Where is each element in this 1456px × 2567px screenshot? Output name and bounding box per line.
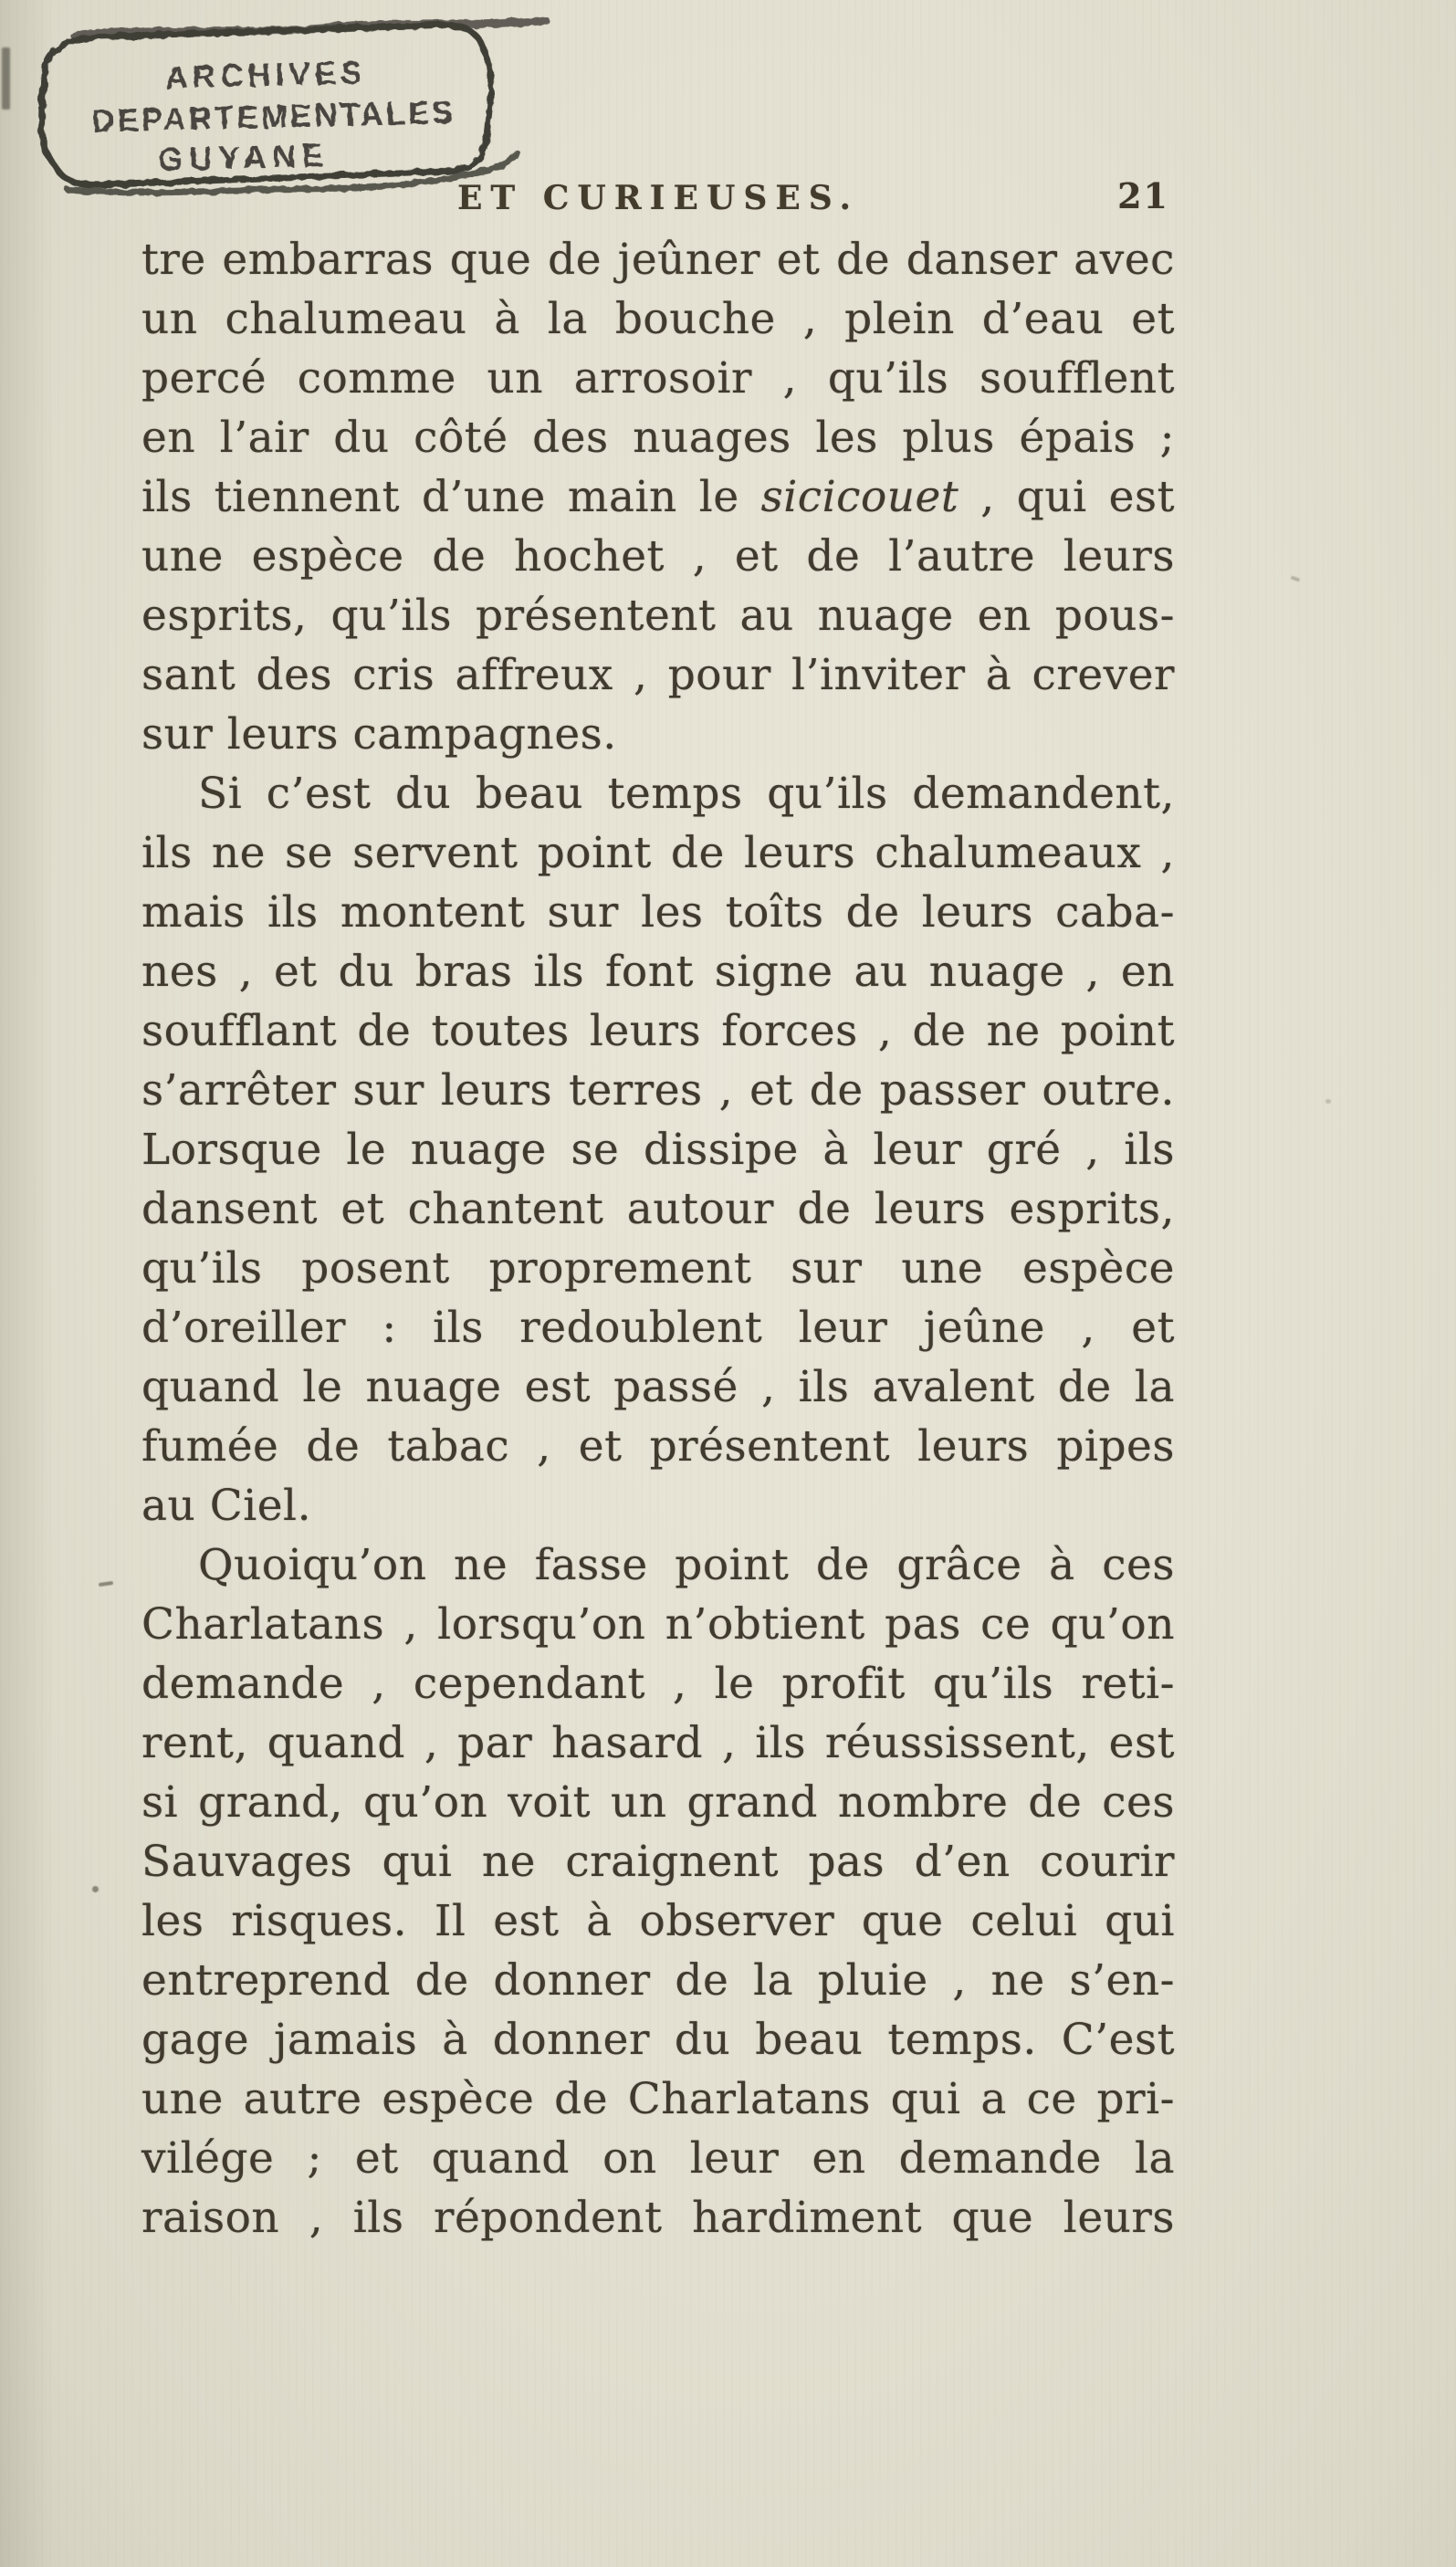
text-line (141, 1535, 1175, 1595)
text-line (141, 1595, 1175, 1654)
text-line (141, 349, 1175, 408)
scan-edge-mark (2, 47, 10, 110)
line-text: au Ciel. (141, 1481, 312, 1531)
line-text: une espèce de hochet , et de l’autre leurs (141, 531, 1175, 582)
paper-speck (99, 1581, 113, 1587)
scan-edge-shadow (0, 0, 55, 2567)
italic-term: sicicouet (760, 472, 959, 522)
text-line (141, 1179, 1175, 1239)
text-block (141, 230, 1175, 2247)
line-text: Sauvages qui ne craignent pas d’en courir (141, 1837, 1175, 1887)
line-text: un chalumeau à la bouche , plein d’eau et (141, 294, 1175, 344)
text-line (141, 230, 1175, 289)
line-text: ils tiennent d’une main le (141, 472, 761, 522)
line-text: vilége ; et quand on leur en demande la (141, 2133, 1175, 2184)
line-text: rent, quand , par hasard , ils réussissent, est (141, 1718, 1175, 1768)
text-line (141, 1654, 1175, 1713)
text-line (141, 467, 1175, 527)
line-text: soufflant de toutes leurs forces , de ne point (141, 1006, 1175, 1056)
text-line (141, 1891, 1175, 1951)
text-line (141, 1061, 1175, 1120)
text-line (141, 2129, 1175, 2188)
text-line (141, 2188, 1175, 2247)
text-line (141, 1298, 1175, 1357)
text-line (141, 1239, 1175, 1298)
line-text: demande , cependant , le profit qu’ils reti- (141, 1659, 1175, 1709)
text-line (141, 1773, 1175, 1832)
line-text: une autre espèce de Charlatans qui a ce pri- (141, 2074, 1175, 2124)
text-line (141, 823, 1175, 883)
line-text: qu’ils posent proprement sur une espèce (141, 1243, 1175, 1294)
line-text: entreprend de donner de la pluie , ne s’en- (141, 1955, 1175, 2006)
text-line (141, 408, 1175, 467)
line-text: en l’air du côté des nuages les plus épais ; (141, 413, 1175, 463)
line-text: percé comme un arrosoir , qu’ils soufflent (141, 353, 1175, 403)
paper-speck (1291, 575, 1301, 582)
line-text: Si c’est du beau temps qu’ils demandent, (198, 769, 1175, 819)
stamp-line-2: DEPARTEMENTALES (90, 94, 457, 140)
line-text: si grand, qu’on voit un grand nombre de ces (141, 1777, 1175, 1828)
text-line (141, 1476, 1175, 1535)
text-line (141, 1357, 1175, 1417)
line-text: Quoiqu’on ne fasse point de grâce à ces (198, 1540, 1175, 1590)
paper-speck (1325, 1099, 1331, 1104)
line-text: Lorsque le nuage se dissipe à leur gré , ils (141, 1125, 1175, 1175)
text-line (141, 527, 1175, 586)
line-text: s’arrêter sur leurs terres , et de passer outre. (141, 1065, 1175, 1116)
line-text: fumée de tabac , et présentent leurs pipes (141, 1421, 1175, 1472)
text-line (141, 1120, 1175, 1179)
stamp-line-1: ARCHIVES (164, 55, 367, 96)
line-text: d’oreiller : ils redoublent leur jeûne , et (141, 1303, 1175, 1353)
line-text: mais ils montent sur les toîts de leurs caba- (141, 887, 1175, 938)
text-line (141, 705, 1175, 764)
text-line (141, 2010, 1175, 2069)
text-line (141, 289, 1175, 349)
paper-speck (92, 1886, 99, 1892)
text-line (141, 2069, 1175, 2129)
line-text: quand le nuage est passé , ils avalent de la (141, 1362, 1175, 1412)
line-text: nes , et du bras ils font signe au nuage , en (141, 947, 1175, 997)
line-text: sur leurs campagnes. (141, 709, 617, 760)
line-text: raison , ils répondent hardiment que leurs (141, 2193, 1175, 2243)
line-text: les risques. Il est à observer que celui qui (141, 1896, 1175, 1946)
line-text: esprits, qu’ils présentent au nuage en pous- (141, 591, 1175, 641)
text-line (141, 883, 1175, 942)
line-text: dansent et chantent autour de leurs esprits, (141, 1184, 1175, 1234)
stamp-line-3: GUYANE (157, 138, 330, 178)
text-line (141, 764, 1175, 823)
text-line (141, 1001, 1175, 1061)
text-line (141, 1832, 1175, 1891)
page-number: 21 (1117, 175, 1169, 216)
text-line (141, 1951, 1175, 2010)
line-text: gage jamais à donner du beau temps. C’est (141, 2015, 1175, 2065)
line-text: , qui est (958, 472, 1175, 522)
line-text: sant des cris affreux , pour l’inviter à crever (141, 650, 1175, 700)
text-line (141, 1713, 1175, 1773)
text-line (141, 586, 1175, 645)
page-header (141, 175, 1175, 225)
text-line (141, 645, 1175, 705)
line-text: Charlatans , lorsqu’on n’obtient pas ce qu’on (141, 1599, 1175, 1650)
line-text: tre embarras que de jeûner et de danser avec (141, 235, 1175, 285)
header-title: ET CURIEUSES. (456, 179, 860, 217)
text-line (141, 942, 1175, 1001)
text-line (141, 1417, 1175, 1476)
line-text: ils ne se servent point de leurs chalumeaux , (141, 828, 1175, 878)
